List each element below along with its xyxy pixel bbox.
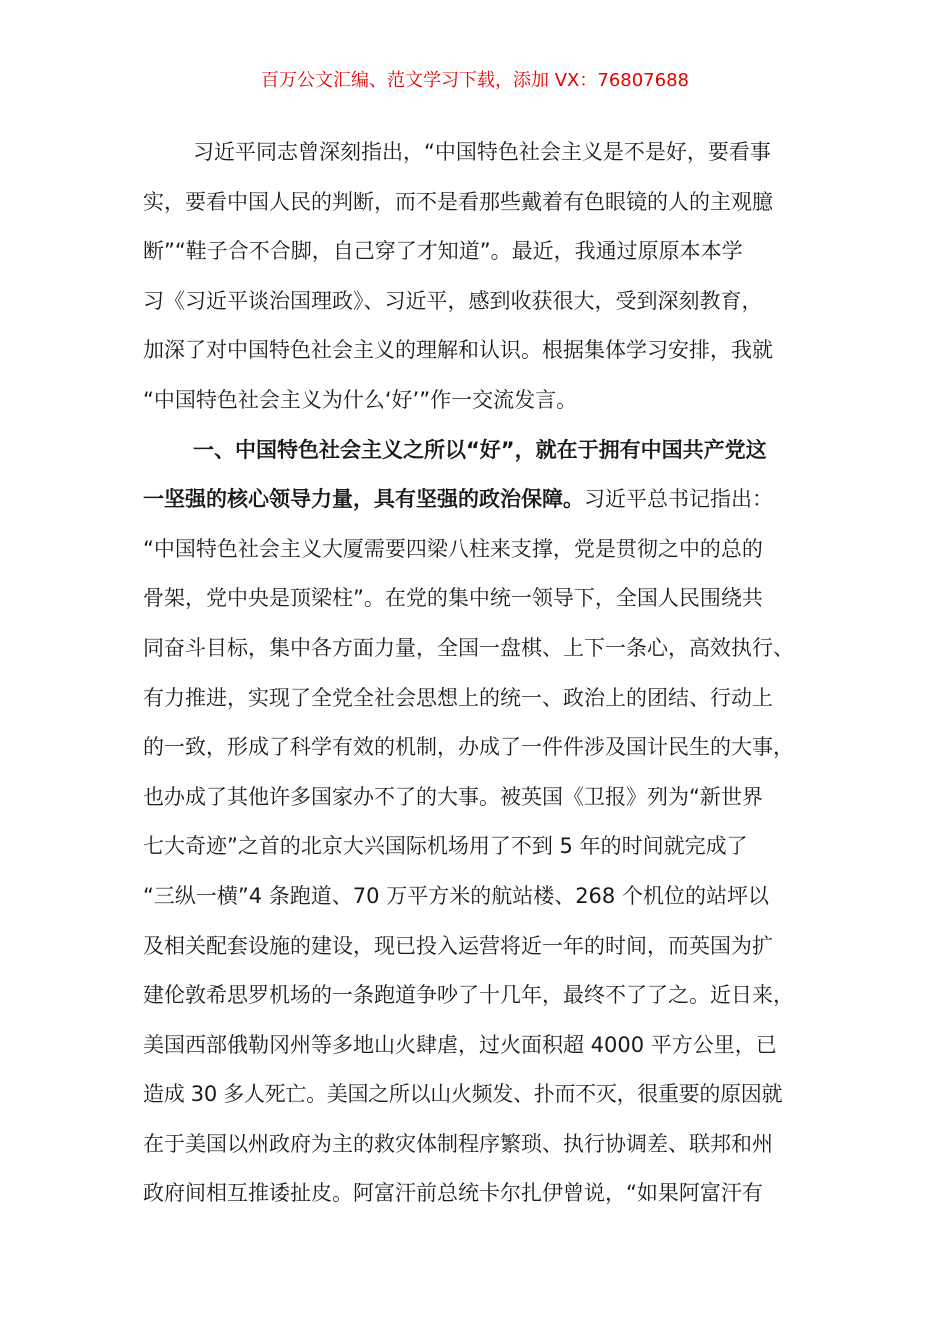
paragraph-line: “三纵一横”4 条跑道、70 万平方米的航站楼、268 个机位的站坪以 — [143, 883, 769, 908]
paragraph-line: “中国特色社会主义大厦需要四梁八柱来支撑，党是贯彻之中的总的 — [143, 536, 763, 561]
section-heading-tail: 一坚强的核心领导力量，具有坚强的政治保障。 — [143, 487, 584, 512]
watermark-header: 百万公文汇编、范文学习下载，添加 VX：76807688 — [261, 70, 689, 91]
paragraph-line: 也办成了其他许多国家办不了的大事。被英国《卫报》列为“新世界 — [143, 784, 763, 809]
paragraph-line: 习近平同志曾深刻指出，“中国特色社会主义是不是好，要看事 — [193, 140, 771, 164]
section-heading-line: 一、中国特色社会主义之所以“好”，就在于拥有中国共产党这 — [193, 437, 767, 462]
paragraph-line: 实，要看中国人民的判断，而不是看那些戴着有色眼镜的人的主观臆 — [143, 189, 773, 214]
paragraph-line: 加深了对中国特色社会主义的理解和认识。根据集体学习安排，我就 — [143, 338, 773, 363]
paragraph-line: 在于美国以州政府为主的救灾体制程序繁琐、执行协调差、联邦和州 — [143, 1131, 773, 1156]
paragraph-line: 断”“鞋子合不合脚，自己穿了才知道”。最近，我通过原原本本学 — [143, 239, 743, 264]
paragraph-line: 及相关配套设施的建设，现已投入运营将近一年的时间，而英国为扩 — [143, 933, 773, 958]
paragraph-line: 有力推进，实现了全党全社会思想上的统一、政治上的团结、行动上 — [143, 685, 773, 710]
paragraph-line: 七大奇迹”之首的北京大兴国际机场用了不到 5 年的时间就完成了 — [143, 834, 748, 859]
paragraph-text: 习近平总书记指出： — [584, 487, 773, 512]
paragraph-line: “中国特色社会主义为什么‘好’”作一交流发言。 — [143, 387, 578, 412]
paragraph-line: 建伦敦希思罗机场的一条跑道争吵了十几年，最终不了了之。近日来， — [143, 983, 794, 1008]
paragraph-line: 造成 30 多人死亡。美国之所以山火频发、扑而不灭，很重要的原因就 — [143, 1082, 783, 1107]
paragraph-line: 习《习近平谈治国理政》、习近平，感到收获很大，受到深刻教育， — [143, 288, 763, 313]
document-body — [143, 128, 807, 1219]
paragraph-line — [143, 475, 807, 525]
paragraph-line: 政府间相互推诿扯皮。阿富汗前总统卡尔扎伊曾说，“如果阿富汗有 — [143, 1181, 763, 1206]
paragraph-line: 骨架，党中央是顶梁柱”。在党的集中统一领导下，全国人民围绕共 — [143, 586, 763, 611]
paragraph-line: 的一致，形成了科学有效的机制，办成了一件件涉及国计民生的大事， — [143, 735, 794, 760]
paragraph-line: 美国西部俄勒冈州等多地山火肆虐，过火面积超 4000 平方公里，已 — [143, 1032, 777, 1057]
paragraph-line: 同奋斗目标，集中各方面力量，全国一盘棋、上下一条心，高效执行、 — [143, 635, 794, 660]
